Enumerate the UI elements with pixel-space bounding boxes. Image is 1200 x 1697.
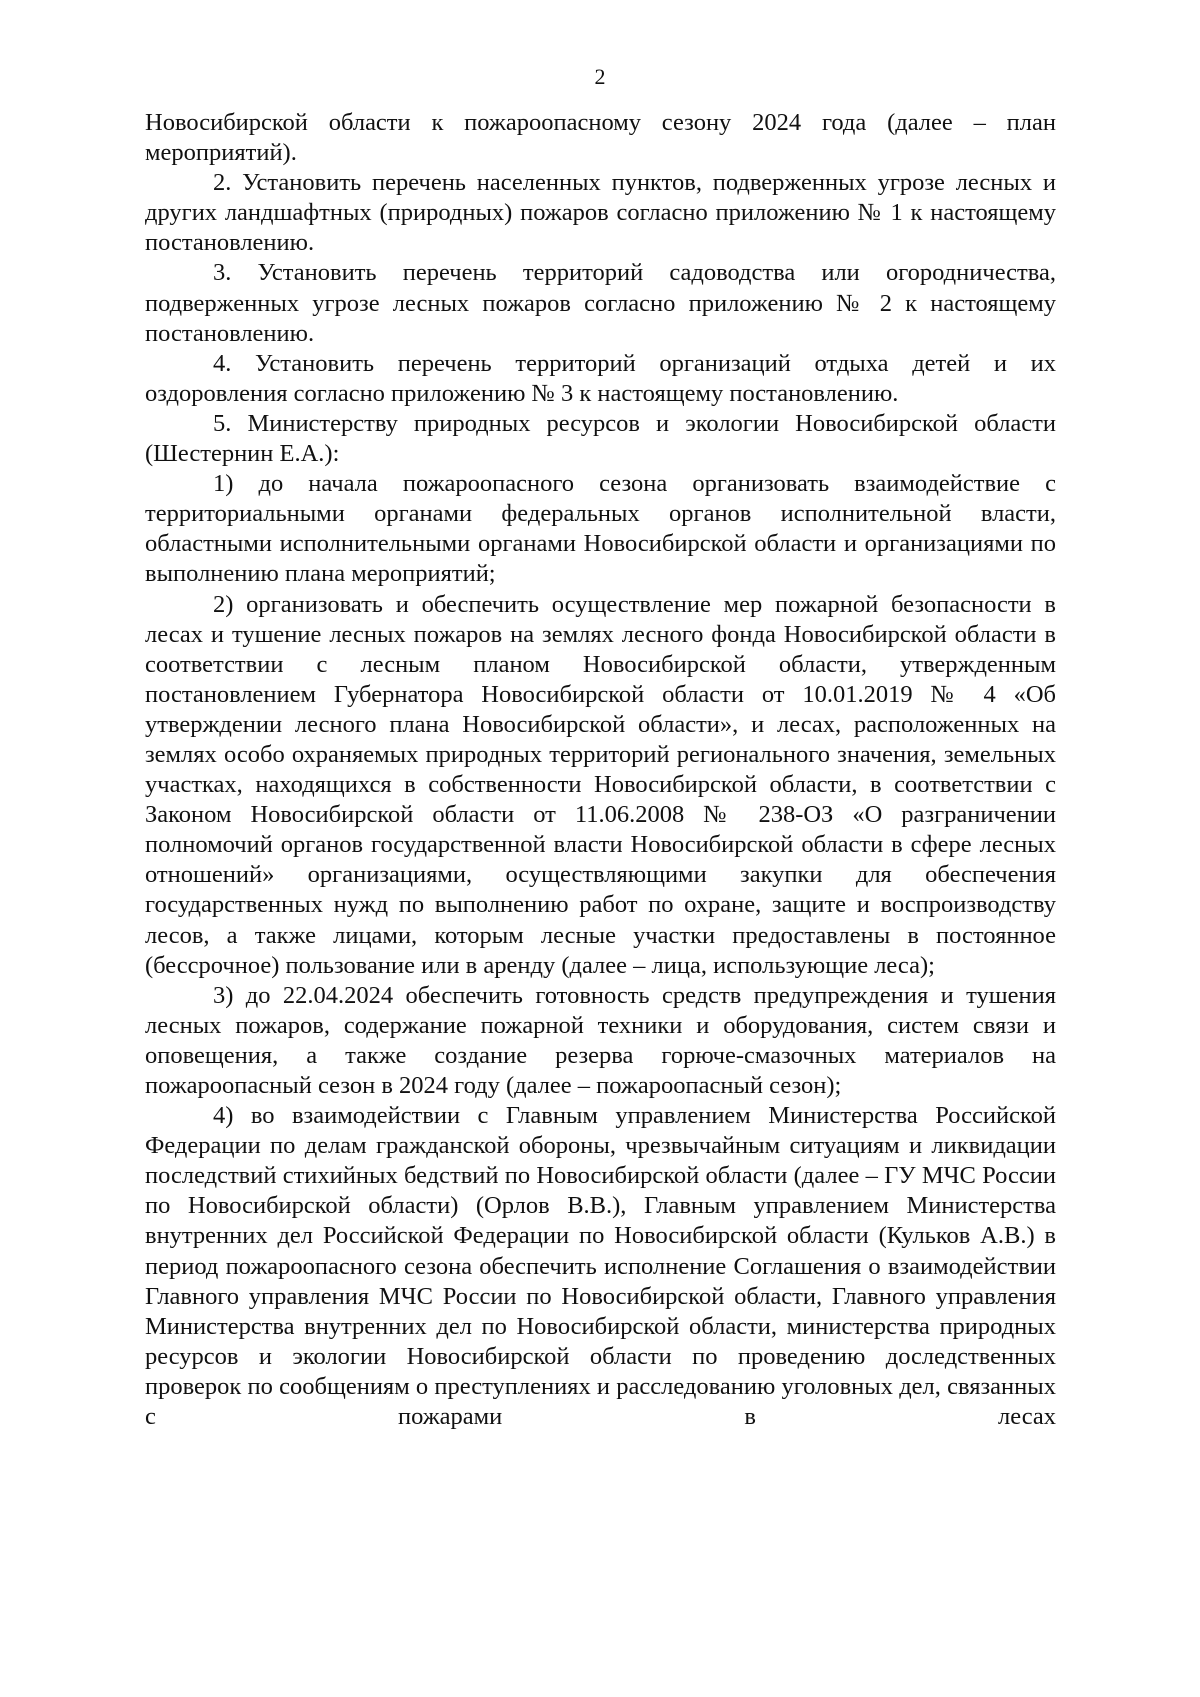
page-number: 2 xyxy=(594,64,606,89)
paragraph-item-3: 3. Установить перечень территорий садоводства или огородничества, подверженных угрозе лесных пожаров согласно приложению № 2 к настоящему постановлению. xyxy=(145,259,1056,347)
paragraph-continuation: Новосибирской области к пожароопасному сезону 2024 года (далее – план мероприятий). xyxy=(145,109,1056,167)
document-body xyxy=(145,108,1056,1432)
paragraph-subitem-4: 4) во взаимодействии с Главным управлением Министерства Российской Федерации по делам гражданской обороны, чрезвычайным ситуациям и ликвидации последствий стихийных бедствий по Новосибирской области (далее – ГУ МЧС России по Новосибирской области) (Орлов В.В.), Главным управлением Министерства внутренних дел Российской Федерации по Новосибирской области (Кульков А.В.) в период пожароопасного сезона обеспечить исполнение Соглашения о взаимодействии Главного управления МЧС России по Новосибирской области, Главного управления Министерства внутренних дел по Новосибирской области, министерства природных ресурсов и экологии Новосибирской области по проведению доследственных проверок по сообщениям о преступлениях и расследованию уголовных дел, связанных с пожарами в лесах xyxy=(145,1102,1056,1431)
paragraph-item-5: 5. Министерству природных ресурсов и экологии Новосибирской области (Шестернин Е.А.): xyxy=(145,409,1056,468)
paragraph-subitem-1: 1) до начала пожароопасного сезона организовать взаимодействие с территориальными органами федеральных органов исполнительной власти, областными исполнительными органами Новосибирской области и организациями по выполнению плана мероприятий; xyxy=(145,470,1056,588)
paragraph-subitem-3: 3) до 22.04.2024 обеспечить готовность средств предупреждения и тушения лесных пожаров, содержание пожарной техники и оборудования, систем связи и оповещения, а также создание резерва горюче-смазочных материалов на пожароопасный сезон в 2024 году (далее – пожароопасный сезон); xyxy=(145,981,1056,1099)
paragraph-item-2: 2. Установить перечень населенных пунктов, подверженных угрозе лесных и других ландшафтных (природных) пожаров согласно приложению № 1 к настоящему постановлению. xyxy=(145,169,1056,257)
paragraph-item-4: 4. Установить перечень территорий организаций отдыха детей и их оздоровления согласно приложению № 3 к настоящему постановлению. xyxy=(145,349,1056,407)
paragraph-subitem-2: 2) организовать и обеспечить осуществление мер пожарной безопасности в лесах и тушение лесных пожаров на землях лесного фонда Новосибирской области в соответствии с лесным планом Новосибирской области, утвержденным постановлением Губернатора Новосибирской области от 10.01.2019 № 4 «Об утверждении лесного плана Новосибирской области», и лесах, расположенных на землях особо охраняемых природных территорий регионального значения, земельных участках, находящихся в собственности Новосибирской области, в соответствии с Законом Новосибирской области от 11.06.2008 № 238-ОЗ «О разграничении полномочий органов государственной власти Новосибирской области в сфере лесных отношений» организациями, осуществляющими закупки для обеспечения государственных нужд по выполнению работ по охране, защите и воспроизводству лесов, а также лицами, которым лесные участки предоставлены в постоянное (бессрочное) пользование или в аренду (далее – лица, использующие леса); xyxy=(145,590,1056,979)
